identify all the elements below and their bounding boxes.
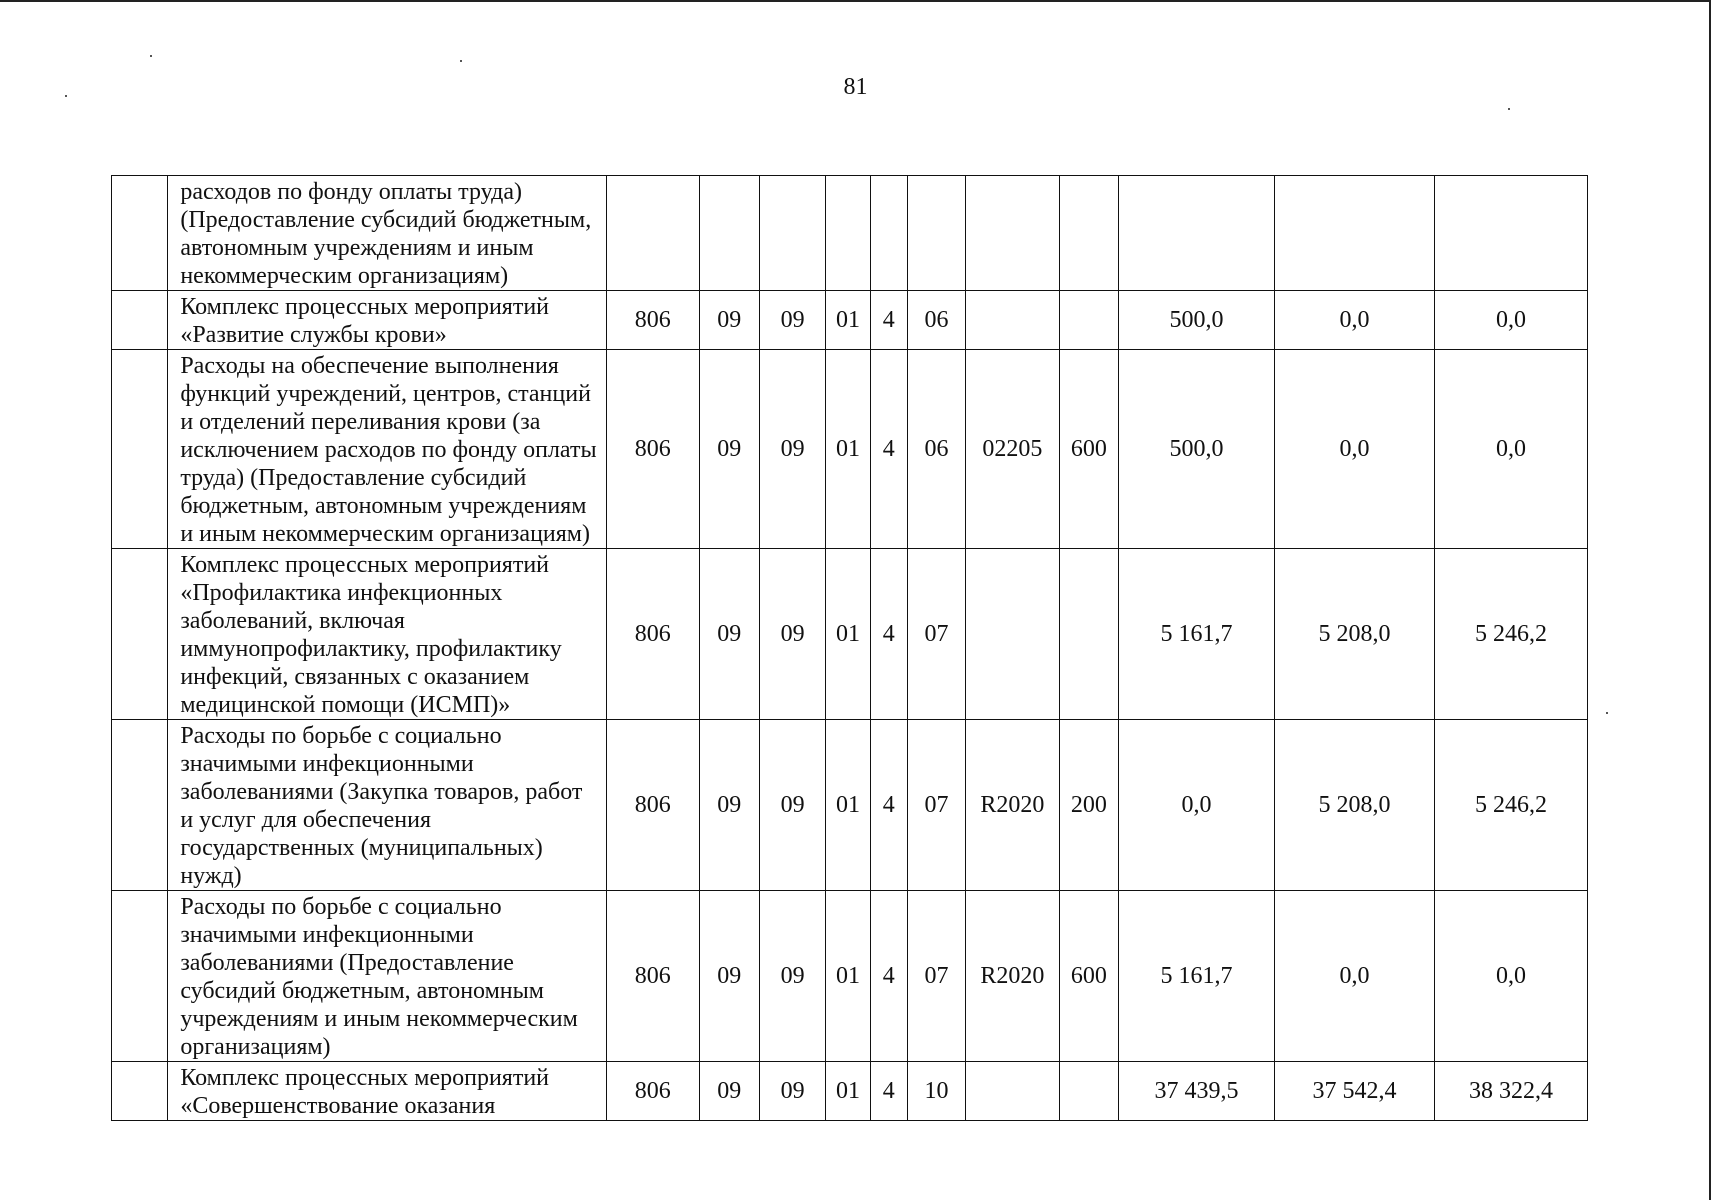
amount-year1-cell: 37 439,5 bbox=[1119, 1062, 1275, 1121]
amount-year2-cell bbox=[1275, 176, 1435, 291]
subprogram-type-cell: 4 bbox=[870, 1062, 907, 1121]
subsection-cell: 09 bbox=[759, 350, 825, 549]
subsection-cell: 09 bbox=[759, 549, 825, 720]
program-cell: 01 bbox=[826, 891, 870, 1062]
row-number-cell bbox=[112, 549, 168, 720]
page-top-edge bbox=[0, 0, 1711, 2]
target-article-cell: R2020 bbox=[966, 720, 1060, 891]
subprogram-type-cell: 4 bbox=[870, 891, 907, 1062]
expense-type-cell: 600 bbox=[1059, 891, 1118, 1062]
amount-year2-cell: 0,0 bbox=[1275, 891, 1435, 1062]
amount-year1-cell: 5 161,7 bbox=[1119, 549, 1275, 720]
table-row bbox=[112, 350, 1588, 549]
event-cell: 07 bbox=[907, 549, 965, 720]
table-row bbox=[112, 176, 1588, 291]
table-row bbox=[112, 549, 1588, 720]
subprogram-type-cell: 4 bbox=[870, 350, 907, 549]
ministry-code-cell: 806 bbox=[607, 720, 700, 891]
event-cell: 10 bbox=[907, 1062, 965, 1121]
program-cell bbox=[826, 176, 870, 291]
section-cell: 09 bbox=[699, 291, 759, 350]
subprogram-type-cell bbox=[870, 176, 907, 291]
row-number-cell bbox=[112, 291, 168, 350]
section-cell: 09 bbox=[699, 1062, 759, 1121]
table-body bbox=[112, 176, 1588, 1121]
event-cell: 06 bbox=[907, 291, 965, 350]
ministry-code-cell bbox=[607, 176, 700, 291]
amount-year3-cell: 0,0 bbox=[1434, 350, 1587, 549]
scan-speck bbox=[1606, 712, 1608, 714]
description-cell: Комплекс процессных мероприятий «Совершенствование оказания bbox=[168, 1062, 607, 1121]
amount-year2-cell: 5 208,0 bbox=[1275, 549, 1435, 720]
table-row bbox=[112, 720, 1588, 891]
subsection-cell: 09 bbox=[759, 891, 825, 1062]
expense-type-cell bbox=[1059, 291, 1118, 350]
ministry-code-cell: 806 bbox=[607, 1062, 700, 1121]
row-number-cell bbox=[112, 176, 168, 291]
section-cell: 09 bbox=[699, 891, 759, 1062]
target-article-cell bbox=[966, 291, 1060, 350]
page-number: 81 bbox=[843, 74, 868, 100]
program-cell: 01 bbox=[826, 291, 870, 350]
subprogram-type-cell: 4 bbox=[870, 291, 907, 350]
event-cell: 07 bbox=[907, 720, 965, 891]
expense-type-cell bbox=[1059, 1062, 1118, 1121]
ministry-code-cell: 806 bbox=[607, 891, 700, 1062]
amount-year3-cell: 38 322,4 bbox=[1434, 1062, 1587, 1121]
section-cell: 09 bbox=[699, 549, 759, 720]
scan-speck bbox=[1508, 108, 1510, 110]
table-row bbox=[112, 291, 1588, 350]
subsection-cell: 09 bbox=[759, 291, 825, 350]
subsection-cell: 09 bbox=[759, 1062, 825, 1121]
amount-year1-cell: 0,0 bbox=[1119, 720, 1275, 891]
target-article-cell: R2020 bbox=[966, 891, 1060, 1062]
description-cell: Расходы по борьбе с социально значимыми инфекционными заболеваниями (Предоставление субсидий бюджетным, автономным учреждениям и иным некоммерческим организациям) bbox=[168, 891, 607, 1062]
amount-year2-cell: 0,0 bbox=[1275, 350, 1435, 549]
expense-type-cell bbox=[1059, 549, 1118, 720]
table-row bbox=[112, 1062, 1588, 1121]
scan-speck bbox=[460, 60, 462, 62]
table-row bbox=[112, 891, 1588, 1062]
row-number-cell bbox=[112, 891, 168, 1062]
section-cell: 09 bbox=[699, 350, 759, 549]
program-cell: 01 bbox=[826, 350, 870, 549]
amount-year3-cell: 5 246,2 bbox=[1434, 549, 1587, 720]
description-cell: Комплекс процессных мероприятий «Профилактика инфекционных заболеваний, включая иммунопрофилактику, профилактику инфекций, связанных с оказанием медицинской помощи (ИСМП)» bbox=[168, 549, 607, 720]
row-number-cell bbox=[112, 720, 168, 891]
section-cell bbox=[699, 176, 759, 291]
target-article-cell bbox=[966, 1062, 1060, 1121]
target-article-cell: 02205 bbox=[966, 350, 1060, 549]
program-cell: 01 bbox=[826, 720, 870, 891]
amount-year3-cell bbox=[1434, 176, 1587, 291]
row-number-cell bbox=[112, 1062, 168, 1121]
description-cell: Комплекс процессных мероприятий «Развитие службы крови» bbox=[168, 291, 607, 350]
description-cell: Расходы по борьбе с социально значимыми инфекционными заболеваниями (Закупка товаров, работ и услуг для обеспечения государственных (муниципальных) нужд) bbox=[168, 720, 607, 891]
amount-year1-cell: 5 161,7 bbox=[1119, 891, 1275, 1062]
target-article-cell bbox=[966, 176, 1060, 291]
expense-type-cell: 600 bbox=[1059, 350, 1118, 549]
expense-type-cell bbox=[1059, 176, 1118, 291]
amount-year3-cell: 0,0 bbox=[1434, 891, 1587, 1062]
amount-year3-cell: 0,0 bbox=[1434, 291, 1587, 350]
event-cell: 07 bbox=[907, 891, 965, 1062]
program-cell: 01 bbox=[826, 1062, 870, 1121]
subsection-cell bbox=[759, 176, 825, 291]
amount-year3-cell: 5 246,2 bbox=[1434, 720, 1587, 891]
expense-type-cell: 200 bbox=[1059, 720, 1118, 891]
scan-speck bbox=[150, 55, 152, 57]
target-article-cell bbox=[966, 549, 1060, 720]
row-number-cell bbox=[112, 350, 168, 549]
program-cell: 01 bbox=[826, 549, 870, 720]
subprogram-type-cell: 4 bbox=[870, 720, 907, 891]
amount-year1-cell: 500,0 bbox=[1119, 291, 1275, 350]
amount-year1-cell bbox=[1119, 176, 1275, 291]
section-cell: 09 bbox=[699, 720, 759, 891]
event-cell: 06 bbox=[907, 350, 965, 549]
description-cell: Расходы на обеспечение выполнения функций учреждений, центров, станций и отделений переливания крови (за исключением расходов по фонду оплаты труда) (Предоставление субсидий бюджетным, автономным учреждениям и иным некоммерческим организациям) bbox=[168, 350, 607, 549]
ministry-code-cell: 806 bbox=[607, 291, 700, 350]
ministry-code-cell: 806 bbox=[607, 549, 700, 720]
description-cell: расходов по фонду оплаты труда) (Предоставление субсидий бюджетным, автономным учреждениям и иным некоммерческим организациям) bbox=[168, 176, 607, 291]
subprogram-type-cell: 4 bbox=[870, 549, 907, 720]
amount-year2-cell: 5 208,0 bbox=[1275, 720, 1435, 891]
budget-table bbox=[111, 175, 1588, 1121]
amount-year2-cell: 37 542,4 bbox=[1275, 1062, 1435, 1121]
amount-year2-cell: 0,0 bbox=[1275, 291, 1435, 350]
amount-year1-cell: 500,0 bbox=[1119, 350, 1275, 549]
subsection-cell: 09 bbox=[759, 720, 825, 891]
ministry-code-cell: 806 bbox=[607, 350, 700, 549]
event-cell bbox=[907, 176, 965, 291]
